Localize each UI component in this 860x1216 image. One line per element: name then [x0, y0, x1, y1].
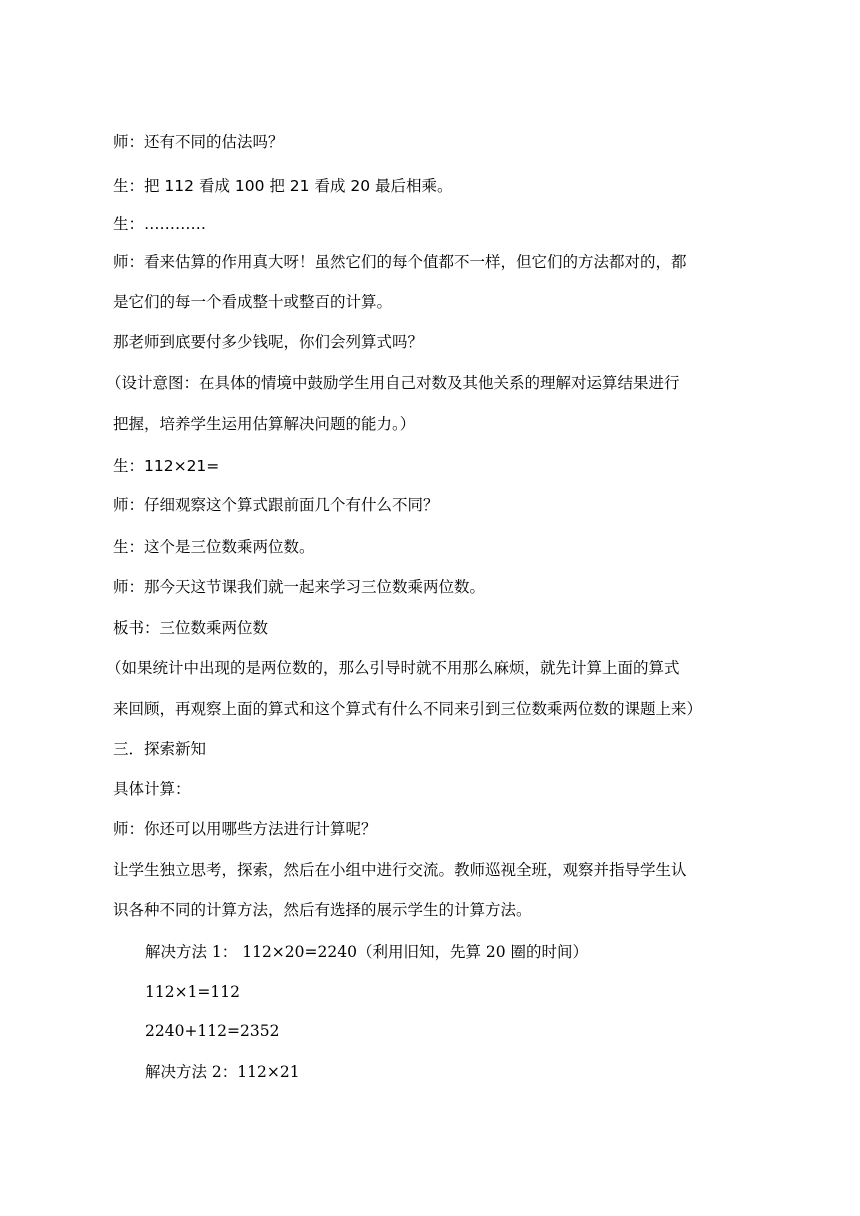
text-line: 生：112×21= [113, 457, 220, 475]
text-line: 生：………… [113, 215, 207, 233]
text-line: （如果统计中出现的是两位数的，那么引导时就不用那么麻烦，就先计算上面的算式 [106, 659, 680, 677]
text-line: 板书：三位数乘两位数 [113, 619, 269, 637]
section-heading: 三．探索新知 [113, 740, 207, 758]
method-line: 解决方法 1： 112×20=2240（利用旧知，先算 20 圈的时间） [145, 943, 589, 961]
text-line: 是它们的每一个看成整十或整百的计算。 [113, 293, 393, 311]
text-line: 师：你还可以用哪些方法进行计算呢？ [113, 820, 377, 838]
text-line: 让学生独立思考，探索，然后在小组中进行交流。教师巡视全班，观察并指导学生认 [113, 861, 687, 879]
text-line: 师：仔细观察这个算式跟前面几个有什么不同？ [113, 496, 439, 514]
method-line: 解决方法 2：112×21 [145, 1063, 300, 1081]
text-line: 识各种不同的计算方法，然后有选择的展示学生的计算方法。 [113, 901, 532, 919]
text-line: 那老师到底要付多少钱呢，你们会列算式吗？ [113, 333, 424, 351]
equation-line: 112×1=112 [145, 983, 241, 1001]
text-line: 把握，培养学生运用估算解决问题的能力。） [113, 415, 416, 433]
text-line: 师：还有不同的估法吗？ [113, 133, 284, 151]
text-line: 生：这个是三位数乘两位数。 [113, 538, 315, 556]
text-line: 来回顾，再观察上面的算式和这个算式有什么不同来引到三位数乘两位数的课题上来） [113, 700, 703, 718]
text-line: 师：那今天这节课我们就一起来学习三位数乘两位数。 [113, 578, 486, 596]
text-line: 具体计算： [113, 780, 191, 798]
text-line: 生：把 112 看成 100 把 21 看成 20 最后相乘。 [113, 177, 453, 195]
text-line: 师：看来估算的作用真大呀！虽然它们的每个值都不一样，但它们的方法都对的，都 [113, 253, 687, 271]
equation-line: 2240+112=2352 [145, 1022, 280, 1040]
text-line: （设计意图：在具体的情境中鼓励学生用自己对数及其他关系的理解对运算结果进行 [106, 374, 680, 392]
